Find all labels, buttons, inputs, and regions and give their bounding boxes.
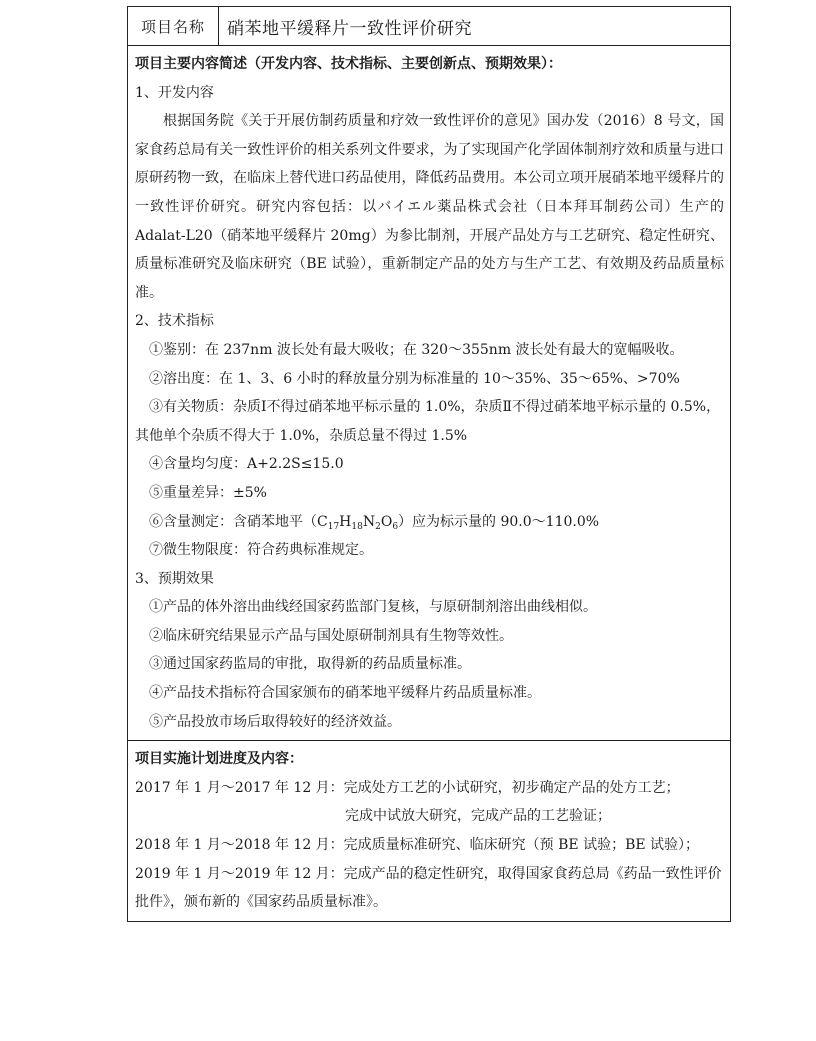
project-form: [127, 6, 731, 922]
dev-paragraph: 根据国务院《关于开展仿制药质量和疗效一致性评价的意见》国办发（2016）8 号文，国家食药总局有关一致性评价的相关系列文件要求，为了实现国产化学固体制剂疗效和质量与进口原研药物一致，在临床上替代进口药品使用，降低药品费用。本公司立项开展硝苯地平缓释片的一致性评价研究。研究内容包括：以バイエル薬品株式会社（日本拜耳制药公司）生产的 Adalat-L20（硝苯地平缓释片 20mg）为参比制剂，开展产品处方与工艺研究、稳定性研究、质量标准研究及临床研究（BE 试验），重新制定产品的处方与生产工艺、有效期及药品质量标准。: [135, 113, 724, 301]
effect-heading: 3、预期效果: [135, 570, 214, 587]
tech-heading: 2、技术指标: [135, 313, 214, 330]
title-row: [128, 7, 730, 46]
effect-item-5: ⑤产品投放市场后取得较好的经济效益。: [149, 713, 401, 730]
effect-item-2: ②临床研究结果显示产品与国处原研制剂具有生物等效性。: [149, 627, 513, 644]
formula-sub-h: 18: [351, 521, 363, 532]
dev-heading: 1、开发内容: [135, 84, 214, 101]
plan-line-2019: 2019 年 1 月～2019 年 12 月：完成产品的稳定性研究，取得国家食药总局《药品一致性评价批件》，颁布新的《国家药品质量标准》。: [135, 865, 722, 911]
plan-line-2017-cont: 完成中试放大研究，完成产品的工艺验证；: [345, 808, 611, 825]
tech-item-6: [135, 508, 724, 537]
project-name-label: 项目名称: [128, 7, 219, 45]
plan-line-2017: 2017 年 1 月～2017 年 12 月：完成处方工艺的小试研究，初步确定产品的处方工艺；: [135, 779, 680, 796]
formula-h: H: [339, 513, 352, 530]
tech-item-7: ⑦微生物限度：符合药典标准规定。: [149, 542, 373, 559]
formula-sub-n: 2: [375, 521, 381, 532]
tech-item-3: ③有关物质：杂质Ⅰ不得过硝苯地平标示量的 1.0%，杂质Ⅱ不得过硝苯地平标示量的 0.5%，其他单个杂质不得大于 1.0%，杂质总量不得过 1.5%: [135, 399, 721, 444]
plan-header: 项目实施计划进度及内容：: [135, 751, 303, 768]
tech-item-4: ④含量均匀度：A+2.2S≤15.0: [149, 456, 344, 473]
tech-item-2: ②溶出度：在 1、3、6 小时的释放量分别为标准量的 10～35%、35～65%、>70%: [149, 370, 680, 387]
summary-section: [128, 46, 730, 740]
formula-n: N: [362, 513, 376, 530]
project-name-value: 硝苯地平缓释片一致性评价研究: [227, 18, 472, 39]
tech-item-6-prefix: ⑥含量测定：含硝苯地平（C: [149, 513, 328, 530]
effect-item-3: ③通过国家药监局的审批，取得新的药品质量标准。: [149, 656, 471, 673]
summary-header: 项目主要内容简述（开发内容、技术指标、主要创新点、预期效果）：: [135, 56, 562, 72]
effect-item-1: ①产品的体外溶出曲线经国家药监部门复核，与原研制剂溶出曲线相似。: [149, 599, 597, 616]
tech-item-6-suffix: ）应为标示量的 90.0～110.0%: [398, 513, 600, 530]
formula-sub-c: 17: [327, 521, 340, 532]
formula-o: O: [380, 513, 393, 530]
plan-section: [128, 740, 730, 921]
plan-line-2018: 2018 年 1 月～2018 年 12 月：完成质量标准研究、临床研究（预 BE 试验；BE 试验）；: [135, 837, 700, 854]
tech-item-1: ①鉴别：在 237nm 波长处有最大吸收；在 320～355nm 波长处有最大的宽幅吸收。: [149, 341, 684, 358]
formula-sub-o: 6: [392, 521, 399, 532]
tech-item-5: ⑤重量差异：±5%: [149, 484, 267, 501]
effect-item-4: ④产品技术指标符合国家颁布的硝苯地平缓释片药品质量标准。: [149, 685, 541, 702]
